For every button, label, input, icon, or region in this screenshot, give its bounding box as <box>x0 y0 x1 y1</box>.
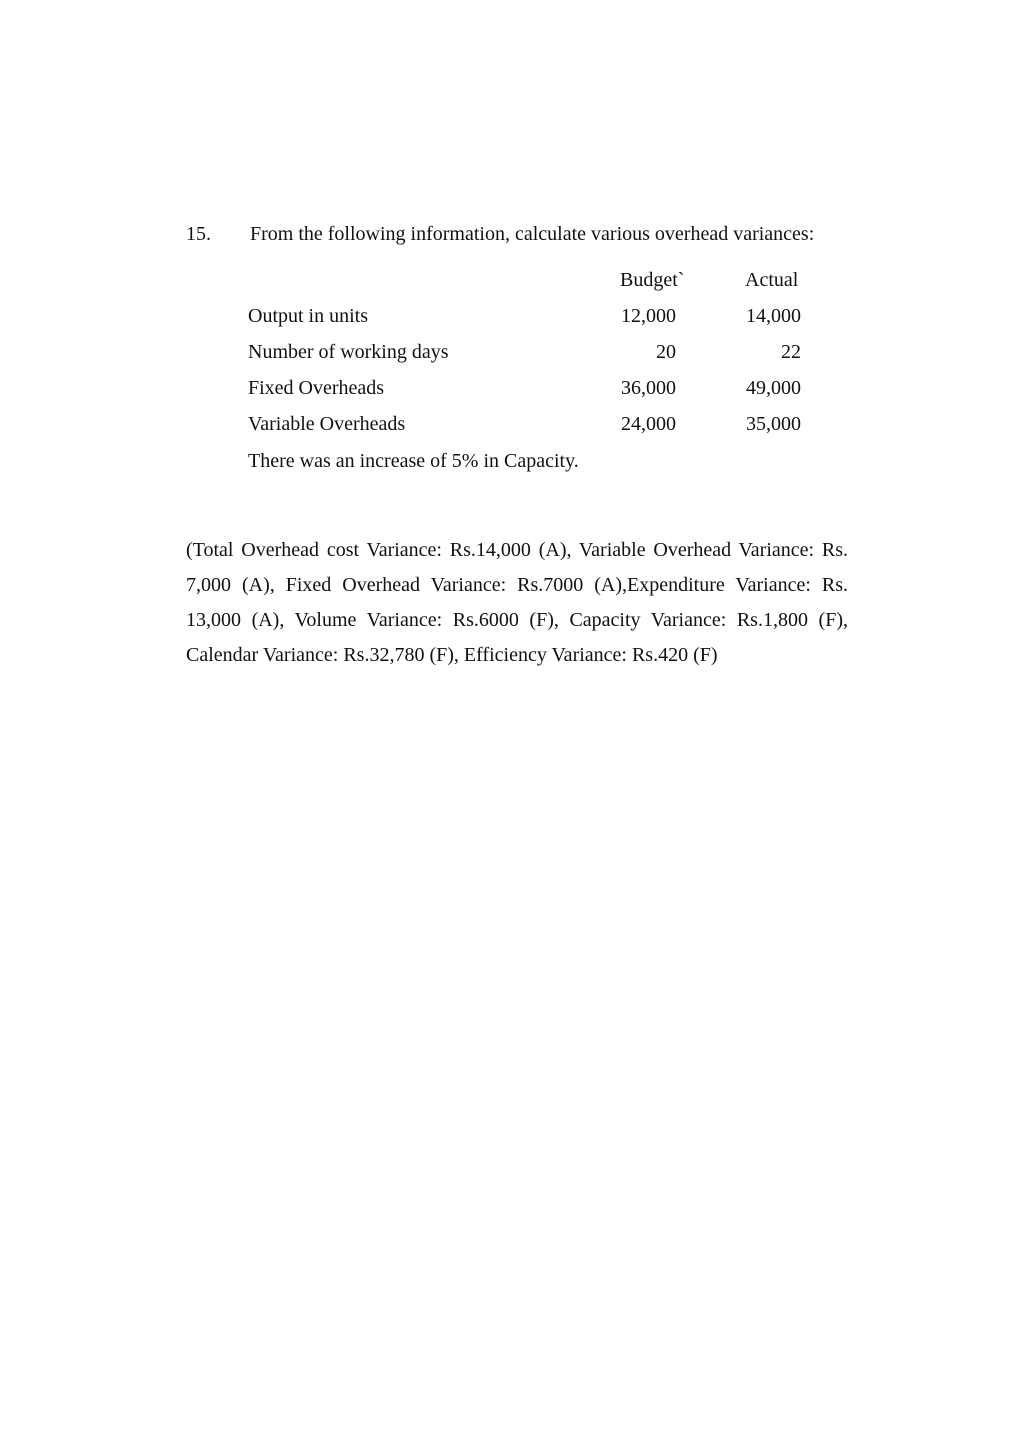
row-label: Output in units <box>248 305 369 327</box>
header-actual: Actual <box>745 269 799 291</box>
actual-value: 22 <box>781 341 801 363</box>
table-row <box>248 302 818 338</box>
question-number: 15. <box>186 223 211 245</box>
budget-value: 20 <box>656 341 676 363</box>
table-row <box>248 338 818 374</box>
table-row <box>248 374 818 410</box>
overhead-data-table <box>248 266 818 446</box>
row-label: Variable Overheads <box>248 413 406 435</box>
table-row <box>248 410 818 446</box>
row-label: Number of working days <box>248 341 449 363</box>
table-header-row <box>248 266 818 302</box>
capacity-note: There was an increase of 5% in Capacity. <box>248 450 579 472</box>
budget-value: 36,000 <box>621 377 676 399</box>
actual-value: 35,000 <box>746 413 801 435</box>
budget-value: 24,000 <box>621 413 676 435</box>
actual-value: 49,000 <box>746 377 801 399</box>
actual-value: 14,000 <box>746 305 801 327</box>
header-budget: Budget` <box>620 269 685 291</box>
question-text: From the following information, calculate various overhead variances: <box>250 223 815 245</box>
answer-paragraph: (Total Overhead cost Variance: Rs.14,000 (A), Variable Overhead Variance: Rs. 7,000 (A), Fixed Overhead Variance: Rs.7000 (A),Expenditure Variance: Rs. 13,000 (A), Volume Variance: Rs.6000 (F), Capacity Variance: Rs.1,800 (F), Calendar Variance: Rs.32,780 (F), Efficiency Variance: Rs.420 (F) <box>186 539 848 666</box>
row-label: Fixed Overheads <box>248 377 385 399</box>
budget-value: 12,000 <box>621 305 676 327</box>
